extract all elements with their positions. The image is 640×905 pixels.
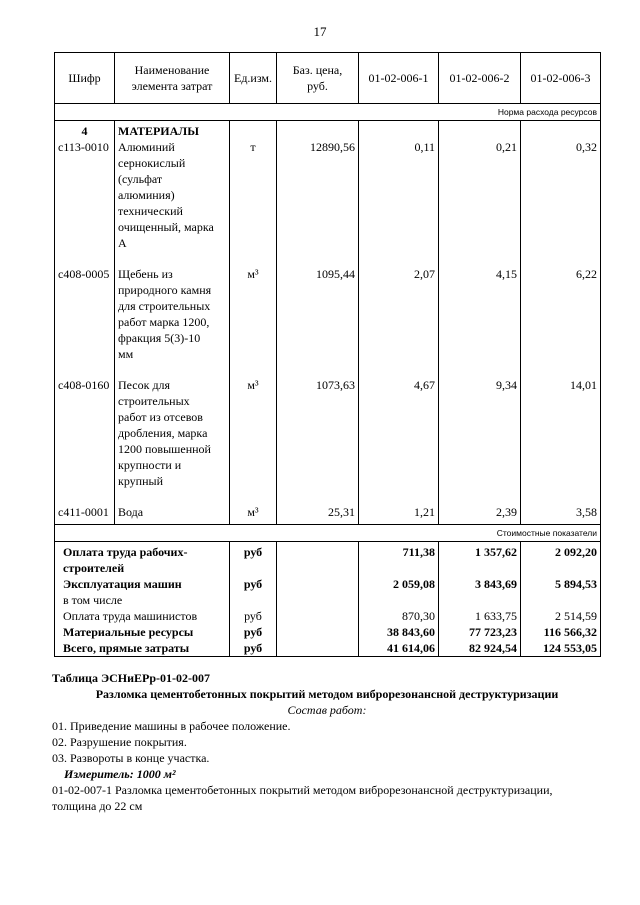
table-title: Таблица ЭСНиЕРр-01-02-007 xyxy=(52,671,211,685)
cost-label-row xyxy=(55,525,601,542)
row-name-line: крупности и xyxy=(118,458,182,472)
resource-table xyxy=(54,52,601,657)
summary-value-1: 38 843,60 xyxy=(359,624,439,640)
row-name-line: работ из отсевов xyxy=(118,410,203,424)
row-name-line: Щебень из xyxy=(118,267,173,281)
row-value-3: 0,32 xyxy=(521,139,601,251)
row-value-3: 14,01 xyxy=(521,362,601,489)
row-name-line: Песок для xyxy=(118,378,171,392)
row-name-line: сернокислый xyxy=(118,156,186,170)
summary-unit: руб xyxy=(230,542,277,577)
summary-value-2 xyxy=(439,592,521,608)
summary-unit: руб xyxy=(230,608,277,624)
summary-value-2: 3 843,69 xyxy=(439,576,521,592)
row-unit: м³ xyxy=(230,489,277,520)
page-number: 17 xyxy=(313,24,327,39)
empty-cell xyxy=(359,121,439,140)
row-price: 1095,44 xyxy=(277,251,359,362)
empty-cell xyxy=(521,121,601,140)
summary-value-1: 870,30 xyxy=(359,608,439,624)
summary-label xyxy=(55,608,230,624)
row-name-line: технический xyxy=(118,204,183,218)
cost-label: Стоимостные показатели xyxy=(55,525,601,542)
summary-label-line: в том числе xyxy=(63,593,123,607)
summary-price xyxy=(277,542,359,577)
summary-value-3: 116 566,32 xyxy=(521,624,601,640)
row-unit: м³ xyxy=(230,362,277,489)
section-title: МАТЕРИАЛЫ xyxy=(115,121,230,140)
summary-unit: руб xyxy=(230,624,277,640)
empty-cell xyxy=(439,121,521,140)
row-name-line: природного камня xyxy=(118,283,212,297)
summary-label-line: Оплата труда машинистов xyxy=(63,609,198,623)
work-item: 02. Разрушение покрытия. xyxy=(52,735,187,749)
row-price: 12890,56 xyxy=(277,139,359,251)
summary-value-1: 711,38 xyxy=(359,542,439,577)
row-value-3: 3,58 xyxy=(521,489,601,520)
summary-row xyxy=(55,592,601,608)
summary-unit xyxy=(230,592,277,608)
measure-unit: Измеритель: 1000 м² xyxy=(64,767,176,781)
header-name-line: элемента затрат xyxy=(131,79,213,93)
row-name-line: крупный xyxy=(118,474,163,488)
summary-price xyxy=(277,640,359,657)
summary-row xyxy=(55,640,601,657)
row-price: 25,31 xyxy=(277,489,359,520)
summary-price xyxy=(277,576,359,592)
summary-value-3: 124 553,05 xyxy=(521,640,601,657)
summary-label-line: Оплата труда рабочих- xyxy=(63,545,188,559)
summary-label-line: строителей xyxy=(63,561,125,575)
row-name-line: фракция 5(3)-10 xyxy=(118,331,201,345)
table-subtitle: Разломка цементобетонных покрытий методом виброрезонансной деструктуризации xyxy=(95,687,559,701)
row-value-1: 1,21 xyxy=(359,489,439,520)
row-name-line: алюминия) xyxy=(118,188,175,202)
header-col-3: 01-02-006-3 xyxy=(521,53,601,104)
header-unit: Ед.изм. xyxy=(230,53,277,104)
empty-cell xyxy=(230,121,277,140)
summary-label-line: Эксплуатация машин xyxy=(63,577,182,591)
row-name xyxy=(115,362,230,489)
summary-label xyxy=(55,542,230,577)
table-description-block xyxy=(52,670,602,814)
header-col-2: 01-02-006-2 xyxy=(439,53,521,104)
row-name xyxy=(115,139,230,251)
summary-label-line: Всего, прямые затраты xyxy=(63,641,190,655)
summary-label xyxy=(55,576,230,592)
summary-value-2: 1 357,62 xyxy=(439,542,521,577)
description-line: толщина до 22 см xyxy=(52,799,143,813)
summary-label-line: Материальные ресурсы xyxy=(63,625,194,639)
row-name-line: Алюминий xyxy=(118,140,175,154)
norm-label-row xyxy=(55,104,601,121)
row-name xyxy=(115,489,230,520)
summary-value-3: 5 894,53 xyxy=(521,576,601,592)
row-name-line: А xyxy=(118,236,127,250)
row-name-line: 1200 повышенной xyxy=(118,442,211,456)
row-price: 1073,63 xyxy=(277,362,359,489)
summary-value-3: 2 092,20 xyxy=(521,542,601,577)
summary-value-2: 82 924,54 xyxy=(439,640,521,657)
row-value-2: 2,39 xyxy=(439,489,521,520)
row-code: с113-0010 xyxy=(55,139,115,251)
row-value-1: 2,07 xyxy=(359,251,439,362)
summary-row xyxy=(55,608,601,624)
summary-value-2: 1 633,75 xyxy=(439,608,521,624)
empty-cell xyxy=(277,121,359,140)
row-code: с408-0160 xyxy=(55,362,115,489)
row-name-line: очищенный, марка xyxy=(118,220,214,234)
row-code: с408-0005 xyxy=(55,251,115,362)
row-name-line: строительных xyxy=(118,394,190,408)
row-value-2: 0,21 xyxy=(439,139,521,251)
row-value-1: 4,67 xyxy=(359,362,439,489)
work-item: 01. Приведение машины в рабочее положение. xyxy=(52,719,291,733)
row-code: с411-0001 xyxy=(55,489,115,520)
table-row xyxy=(55,489,601,520)
section-number: 4 xyxy=(55,121,115,140)
summary-row xyxy=(55,542,601,577)
summary-value-1 xyxy=(359,592,439,608)
row-unit: т xyxy=(230,139,277,251)
row-unit: м³ xyxy=(230,251,277,362)
summary-value-1: 41 614,06 xyxy=(359,640,439,657)
summary-label xyxy=(55,640,230,657)
header-price-line: Баз. цена, xyxy=(292,63,343,77)
table-row xyxy=(55,251,601,362)
summary-value-3: 2 514,59 xyxy=(521,608,601,624)
work-composition-title: Состав работ: xyxy=(287,703,367,717)
section-heading-row xyxy=(55,121,601,140)
header-name xyxy=(115,53,230,104)
row-name-line: мм xyxy=(118,347,134,361)
description-line: 01-02-007-1 Разломка цементобетонных покрытий методом виброрезонансной деструктуризации, xyxy=(52,783,553,797)
row-value-3: 6,22 xyxy=(521,251,601,362)
header-price xyxy=(277,53,359,104)
summary-label xyxy=(55,624,230,640)
summary-price xyxy=(277,624,359,640)
summary-value-3 xyxy=(521,592,601,608)
summary-row xyxy=(55,576,601,592)
summary-label xyxy=(55,592,230,608)
summary-price xyxy=(277,592,359,608)
summary-row xyxy=(55,624,601,640)
row-name-line: дробления, марка xyxy=(118,426,208,440)
table-row xyxy=(55,362,601,489)
table-row xyxy=(55,139,601,251)
summary-unit: руб xyxy=(230,640,277,657)
summary-value-2: 77 723,23 xyxy=(439,624,521,640)
row-name xyxy=(115,251,230,362)
row-value-2: 9,34 xyxy=(439,362,521,489)
header-col-1: 01-02-006-1 xyxy=(359,53,439,104)
header-price-line: руб. xyxy=(307,79,328,93)
row-value-1: 0,11 xyxy=(359,139,439,251)
row-name-line: Вода xyxy=(118,505,144,519)
summary-price xyxy=(277,608,359,624)
row-name-line: работ марка 1200, xyxy=(118,315,210,329)
header-name-line: Наименование xyxy=(134,63,210,77)
row-name-line: для строительных xyxy=(118,299,211,313)
table-header-row xyxy=(55,53,601,104)
header-code: Шифр xyxy=(55,53,115,104)
row-value-2: 4,15 xyxy=(439,251,521,362)
work-item: 03. Развороты в конце участка. xyxy=(52,751,210,765)
row-name-line: (сульфат xyxy=(118,172,163,186)
summary-unit: руб xyxy=(230,576,277,592)
norm-label: Норма расхода ресурсов xyxy=(55,104,601,121)
summary-value-1: 2 059,08 xyxy=(359,576,439,592)
